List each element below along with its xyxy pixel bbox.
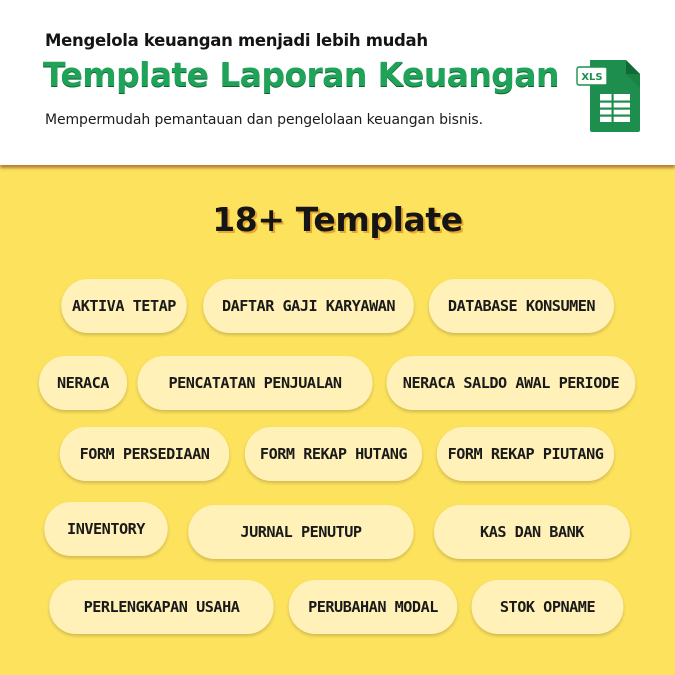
- template-count-title: 18+ Template: [212, 200, 463, 239]
- page-title: Template Laporan Keuangan: [43, 55, 559, 94]
- template-pill: NERACA SALDO AWAL PERIODE: [387, 356, 636, 410]
- template-pill: NERACA: [39, 356, 127, 410]
- template-pill: PERLENGKAPAN USAHA: [49, 580, 273, 634]
- template-pill: JURNAL PENUTUP: [188, 505, 413, 559]
- xls-badge-text: XLS: [581, 72, 603, 83]
- template-pill: FORM REKAP PIUTANG: [437, 427, 614, 481]
- template-pill: PERUBAHAN MODAL: [289, 580, 458, 634]
- template-pill: FORM PERSEDIAAN: [60, 427, 230, 481]
- template-pill: AKTIVA TETAP: [61, 279, 186, 333]
- header-banner: [0, 0, 675, 165]
- template-pill: DATABASE KONSUMEN: [429, 279, 614, 333]
- template-pill: FORM REKAP HUTANG: [245, 427, 422, 481]
- spreadsheet-xls-icon: [576, 58, 642, 134]
- template-pill: DAFTAR GAJI KARYAWAN: [203, 279, 414, 333]
- template-pill: STOK OPNAME: [472, 580, 624, 634]
- template-pill: INVENTORY: [44, 502, 167, 556]
- template-pill: KAS DAN BANK: [434, 505, 630, 559]
- kicker-text: Mengelola keuangan menjadi lebih mudah: [45, 31, 428, 50]
- template-pill: PENCATATAN PENJUALAN: [137, 356, 372, 410]
- subtitle-text: Mempermudah pemantauan dan pengelolaan keuangan bisnis.: [45, 112, 483, 128]
